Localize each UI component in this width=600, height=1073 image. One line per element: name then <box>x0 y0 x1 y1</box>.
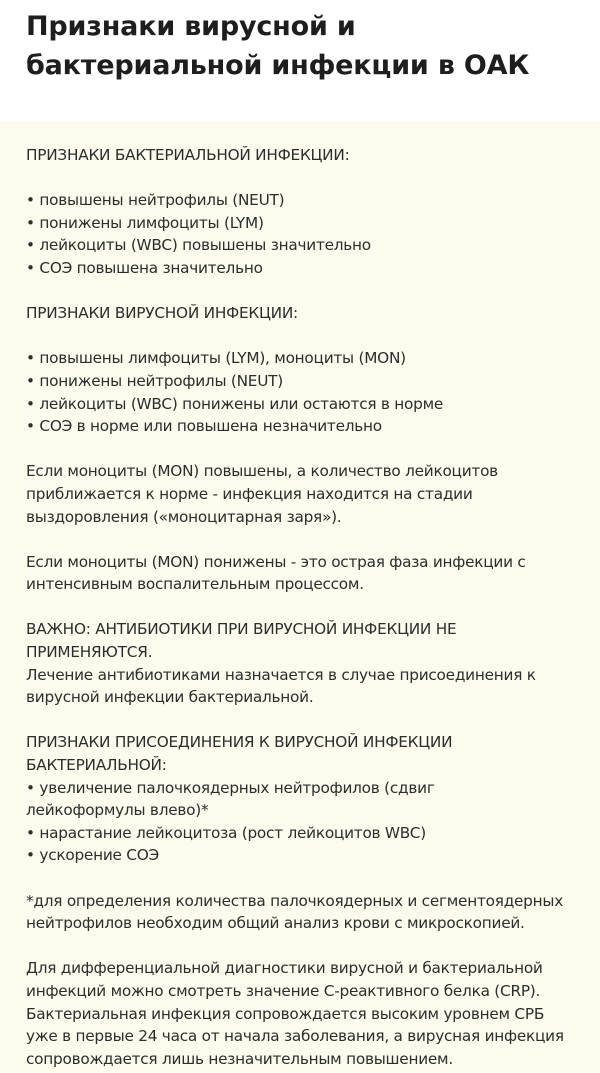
important-heading: ПРИМЕНЯЮТСЯ. <box>26 643 153 662</box>
crp-text: Для дифференциальной диагностики вирусной и бактериальной <box>26 959 543 978</box>
spacer <box>26 167 574 190</box>
monocytes-high-text: приближается к норме - инфекция находится на стадии <box>26 484 473 503</box>
spacer <box>26 280 574 303</box>
list-item: • лейкоциты (WBC) повышены значительно <box>26 236 371 255</box>
important-text: Лечение антибиотиками назначается в случае присоединения к <box>26 665 536 684</box>
spacer <box>26 438 574 461</box>
crp-text: инфекций можно смотреть значение С-реактивного белка (CRP). <box>26 981 541 1000</box>
attachment-heading: БАКТЕРИАЛЬНОЙ: <box>26 756 167 775</box>
content-card <box>0 121 600 1073</box>
list-item: • лейкоциты (WBC) понижены или остаются в норме <box>26 394 444 413</box>
list-item: • СОЭ повышена значительно <box>26 258 263 277</box>
important-heading: ВАЖНО: АНТИБИОТИКИ ПРИ ВИРУСНОЙ ИНФЕКЦИИ НЕ <box>26 620 457 639</box>
spacer <box>26 596 574 619</box>
list-item: • повышены лимфоциты (LYM), моноциты (MON) <box>26 349 406 368</box>
footnote-text: *для определения количества палочкоядерных и сегментоядерных <box>26 891 564 910</box>
article-body <box>26 144 574 1070</box>
list-item: • повышены нейтрофилы (NEUT) <box>26 191 285 210</box>
attachment-heading: ПРИЗНАКИ ПРИСОЕДИНЕНИЯ К ВИРУСНОЙ ИНФЕКЦИИ <box>26 733 453 752</box>
page-title-line: бактериальной инфекции в ОАК <box>26 50 530 81</box>
monocytes-high-text: Если моноциты (MON) повышены, а количество лейкоцитов <box>26 462 498 481</box>
list-item: • ускорение СОЭ <box>26 846 159 865</box>
monocytes-low-text: Если моноциты (MON) понижены - это острая фаза инфекции с <box>26 552 526 571</box>
spacer <box>26 325 574 348</box>
spacer <box>26 709 574 732</box>
list-item: • понижены нейтрофилы (NEUT) <box>26 371 283 390</box>
list-item: лейкоформулы влево)* <box>26 801 209 820</box>
page-title <box>26 0 574 85</box>
spacer <box>26 935 574 958</box>
bacterial-heading: ПРИЗНАКИ БАКТЕРИАЛЬНОЙ ИНФЕКЦИИ: <box>26 146 350 164</box>
list-item: • увеличение палочкоядерных нейтрофилов (сдвиг <box>26 778 435 797</box>
title-area <box>0 0 600 121</box>
spacer <box>26 867 574 890</box>
monocytes-low-text: интенсивным воспалительным процессом. <box>26 575 364 594</box>
monocytes-high-text: выздоровления («моноцитарная заря»). <box>26 507 342 526</box>
list-item: • нарастание лейкоцитоза (рост лейкоцитов WBC) <box>26 823 426 842</box>
page-title-line: Признаки вирусной и <box>26 11 356 42</box>
list-item: • понижены лимфоциты (LYM) <box>26 213 264 232</box>
crp-text: сопровождается лишь незначительным повышением. <box>26 1049 453 1068</box>
spacer <box>26 528 574 551</box>
important-text: вирусной инфекции бактериальной. <box>26 688 314 707</box>
viral-heading: ПРИЗНАКИ ВИРУСНОЙ ИНФЕКЦИИ: <box>26 304 298 323</box>
crp-text: Бактериальная инфекция сопровождается высоким уровнем СРБ <box>26 1004 545 1023</box>
footnote-text: нейтрофилов необходим общий анализ крови с микроскопией. <box>26 914 525 933</box>
crp-text: уже в первые 24 часа от начала заболевания, а вирусная инфекция <box>26 1027 564 1046</box>
list-item: • СОЭ в норме или повышена незначительно <box>26 417 382 436</box>
